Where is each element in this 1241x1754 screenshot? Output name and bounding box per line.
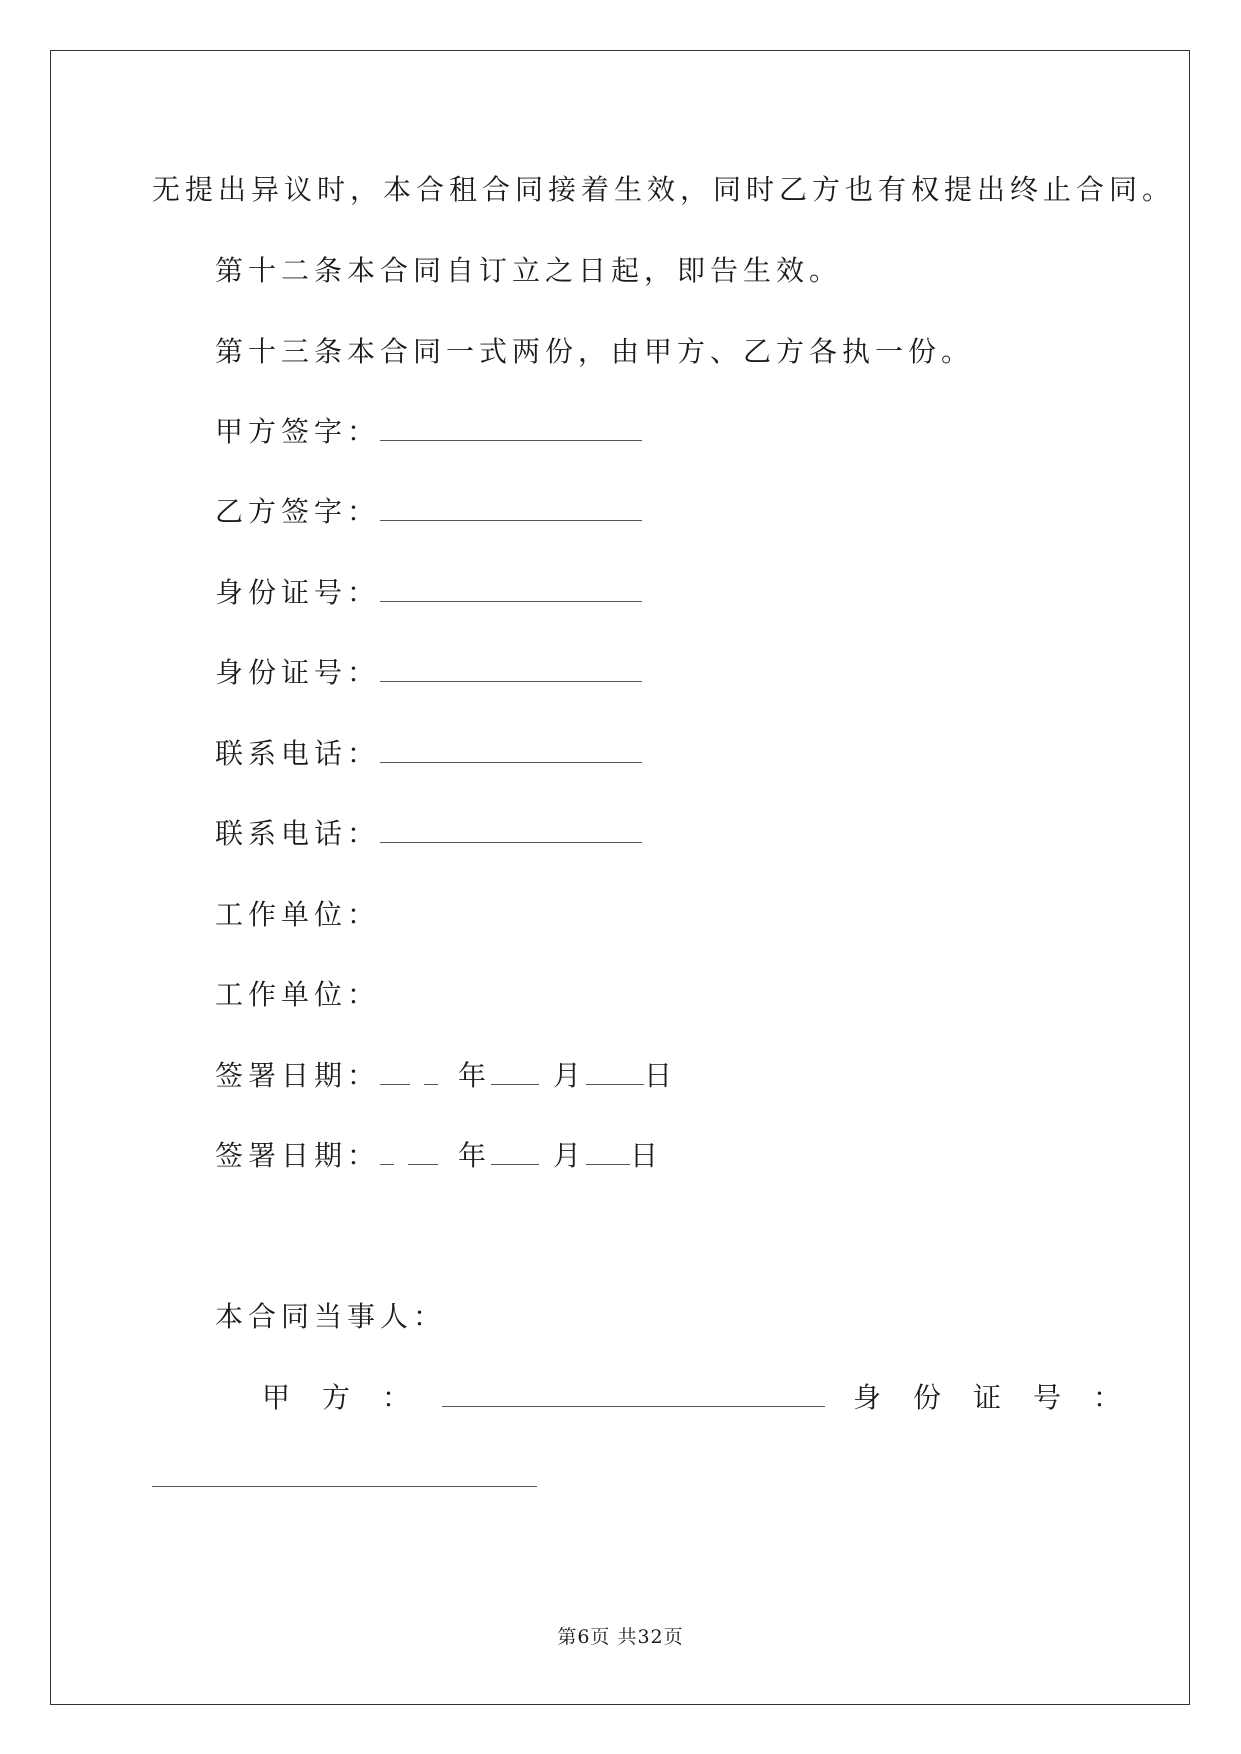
sign-date-row	[215, 1058, 677, 1094]
party-a-name-blank[interactable]	[442, 1382, 825, 1407]
party-a-signature-label: 甲方签字：	[215, 415, 381, 448]
day-label: 日	[644, 1059, 678, 1092]
id-number-blank[interactable]	[380, 657, 642, 682]
month-blank[interactable]	[491, 1060, 539, 1085]
workplace-row: 工作单位：	[215, 978, 381, 1011]
party-a-row	[262, 1380, 1153, 1416]
month-label: 月	[553, 1059, 587, 1092]
phone-row	[215, 736, 642, 772]
id-number-blank[interactable]	[380, 577, 642, 602]
party-a-id-row	[152, 1460, 537, 1496]
clause-13: 第十三条本合同一式两份，由甲方、乙方各执一份。	[215, 335, 975, 368]
id-number-row	[215, 575, 642, 611]
sign-date-label: 签署日期：	[215, 1139, 381, 1172]
day-blank[interactable]	[586, 1140, 630, 1165]
phone-label: 联系电话：	[215, 737, 381, 770]
year-blank[interactable]	[424, 1060, 438, 1085]
party-a-signature-row	[215, 414, 642, 450]
phone-blank[interactable]	[380, 738, 642, 763]
workplace-row: 工作单位：	[215, 898, 381, 931]
id-number-row	[215, 655, 642, 691]
year-blank[interactable]	[408, 1140, 438, 1165]
year-label: 年	[458, 1059, 492, 1092]
page-border	[50, 50, 1190, 1705]
party-b-signature-row	[215, 494, 642, 530]
clause-12: 第十二条本合同自订立之日起，即告生效。	[215, 254, 843, 287]
page-footer: 第6页 共32页	[557, 1626, 684, 1648]
party-a-label: 甲方：	[262, 1381, 443, 1414]
parties-intro: 本合同当事人：	[215, 1300, 447, 1333]
sign-date-label: 签署日期：	[215, 1059, 381, 1092]
year-blank[interactable]	[380, 1060, 410, 1085]
year-blank[interactable]	[380, 1140, 394, 1165]
month-blank[interactable]	[491, 1140, 539, 1165]
phone-blank[interactable]	[380, 818, 642, 843]
id-number-label: 身份证号：	[215, 576, 381, 609]
phone-row	[215, 816, 642, 852]
month-label: 月	[553, 1139, 587, 1172]
party-a-id-label: 身份证号：	[853, 1381, 1154, 1414]
party-a-signature-blank[interactable]	[380, 416, 642, 441]
day-blank[interactable]	[586, 1060, 644, 1085]
sign-date-row	[215, 1138, 663, 1174]
id-number-label: 身份证号：	[215, 656, 381, 689]
day-label: 日	[630, 1139, 664, 1172]
paragraph-line: 无提出异议时，本合租合同接着生效，同时乙方也有权提出终止合同。	[152, 173, 1176, 206]
party-b-signature-blank[interactable]	[380, 496, 642, 521]
party-b-signature-label: 乙方签字：	[215, 495, 381, 528]
year-label: 年	[458, 1139, 492, 1172]
phone-label: 联系电话：	[215, 817, 381, 850]
party-a-id-blank[interactable]	[152, 1462, 537, 1487]
